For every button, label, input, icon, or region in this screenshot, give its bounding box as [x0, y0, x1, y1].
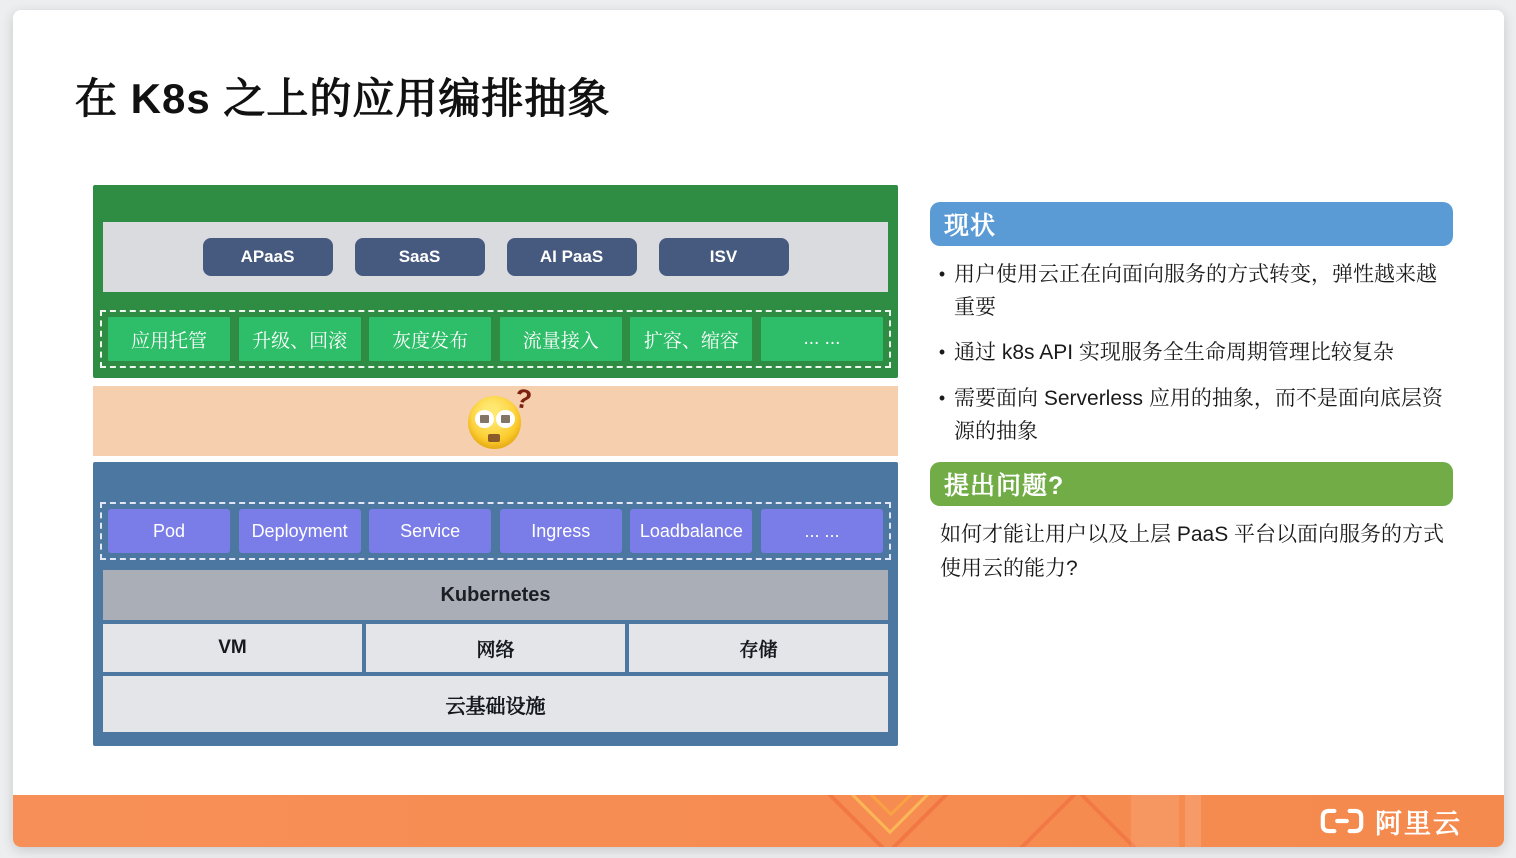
- status-section-header: 现状: [930, 202, 1453, 246]
- app-type-saas: SaaS: [355, 238, 485, 276]
- resource-service: Service: [369, 509, 491, 553]
- infra-network: 网络: [366, 624, 625, 672]
- resource-pod: Pod: [108, 509, 230, 553]
- status-bullet-2-text: 通过 k8s API 实现服务全生命周期管理比较复杂: [954, 341, 1394, 365]
- footer-band-decoration: [1131, 795, 1179, 847]
- resource-more: ... ...: [761, 509, 883, 553]
- question-mark-icon: ?: [512, 382, 534, 415]
- resource-ingress: Ingress: [500, 509, 622, 553]
- emoji-mouth: [488, 434, 500, 442]
- capability-traffic-ingress: 流量接入: [500, 317, 622, 361]
- footer-bar: [13, 795, 1504, 847]
- capability-upgrade-rollback: 升级、回滚: [239, 317, 361, 361]
- paas-layer-box: [93, 185, 898, 378]
- app-type-isv: ISV: [659, 238, 789, 276]
- capability-app-hosting: 应用托管: [108, 317, 230, 361]
- alibaba-cloud-logo: [1319, 795, 1462, 847]
- k8s-layer-box: [93, 462, 898, 746]
- capability-scaling: 扩容、缩容: [630, 317, 752, 361]
- app-types-bar: [103, 222, 888, 292]
- cloud-infrastructure-bar: 云基础设施: [103, 676, 888, 732]
- app-type-aipaas: AI PaaS: [507, 238, 637, 276]
- bullet-dot: •: [938, 342, 946, 363]
- status-bullet-3: [930, 382, 1453, 448]
- question-section-header: 提出问题?: [930, 462, 1453, 506]
- k8s-resource-row: [100, 502, 891, 560]
- alibaba-cloud-wordmark: 阿里云: [1375, 808, 1462, 839]
- status-bullet-list: [930, 258, 1453, 460]
- bullet-dot: •: [938, 264, 946, 284]
- emoji-left-eye: [475, 410, 494, 428]
- alibaba-cloud-brackets-icon: [1319, 807, 1365, 835]
- status-bullet-1: [930, 258, 1453, 324]
- kubernetes-bar: Kubernetes: [103, 570, 888, 620]
- capability-gray-release: 灰度发布: [369, 317, 491, 361]
- footer-band-decoration: [1185, 795, 1201, 847]
- status-bullet-1-text: 用户使用云正在向面向服务的方式转变，弹性越来越重要: [954, 263, 1437, 320]
- bullet-dot: •: [938, 387, 946, 408]
- app-type-apaas: APaaS: [203, 238, 333, 276]
- resource-loadbalance: Loadbalance: [630, 509, 752, 553]
- infra-vm: VM: [103, 624, 362, 672]
- status-bullet-3-text: 需要面向 Serverless 应用的抽象，而不是面向底层资源的抽象: [954, 386, 1443, 443]
- status-bullet-2: [930, 336, 1453, 369]
- capability-row: [100, 310, 891, 368]
- capability-more: ... ...: [761, 317, 883, 361]
- slide-title: 在 K8s 之上的应用编排抽象: [75, 75, 611, 122]
- gap-band: [93, 382, 898, 456]
- slide-card: [13, 10, 1504, 847]
- confused-face-emoji-icon: [468, 382, 534, 449]
- question-text: 如何才能让用户以及上层 PaaS 平台以面向服务的方式使用云的能力?: [940, 523, 1445, 580]
- infra-storage: 存储: [629, 624, 888, 672]
- resource-deployment: Deployment: [239, 509, 361, 553]
- infra-row: [103, 624, 888, 672]
